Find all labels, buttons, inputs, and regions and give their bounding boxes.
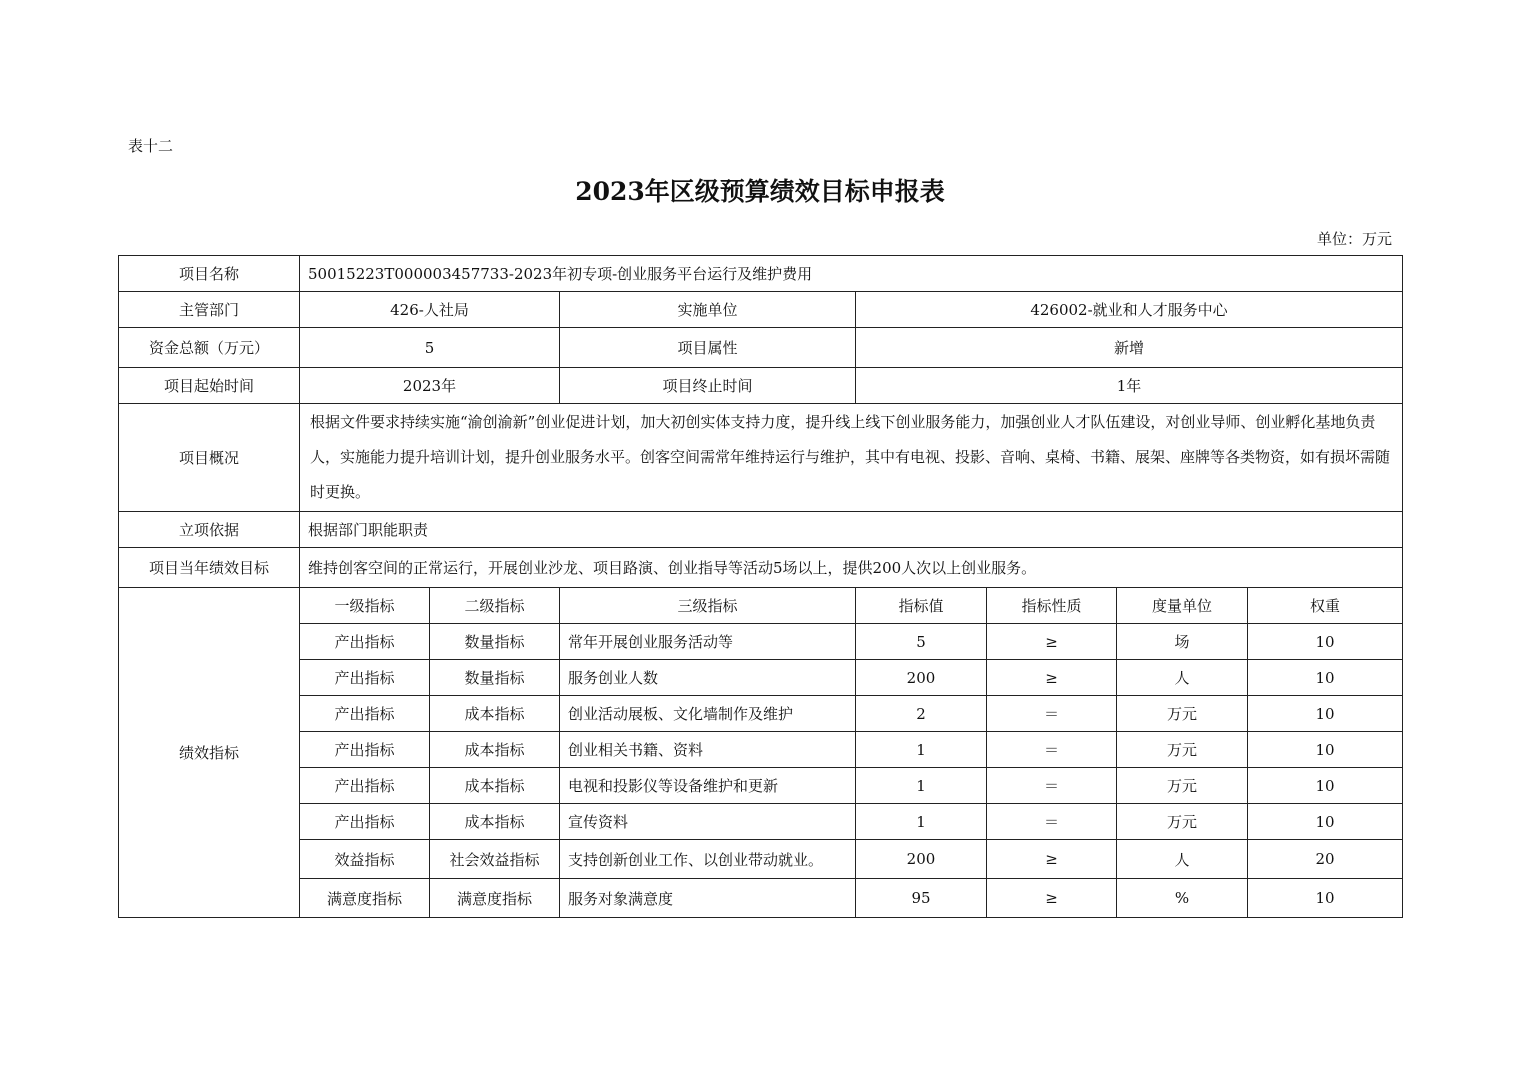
indicator-level3: 服务创业人数 [560, 660, 856, 696]
indicator-value: 200 [856, 840, 987, 879]
indicator-value: 2 [856, 696, 987, 732]
indicator-level3: 支持创新创业工作、以创业带动就业。 [560, 840, 856, 879]
indicator-nature: ＝ [987, 696, 1117, 732]
indicator-unit: % [1117, 879, 1248, 918]
impl-unit-label: 实施单位 [560, 292, 856, 328]
indicator-value: 1 [856, 732, 987, 768]
header-nature: 指标性质 [987, 588, 1117, 624]
indicator-row [119, 732, 1403, 768]
unit-note: 单位：万元 [1316, 230, 1392, 248]
header-level2: 二级指标 [430, 588, 560, 624]
indicator-weight: 10 [1248, 804, 1403, 840]
indicator-value: 1 [856, 804, 987, 840]
dept-label: 主管部门 [119, 292, 300, 328]
indicator-weight: 20 [1248, 840, 1403, 879]
dept-value: 426-人社局 [300, 292, 560, 328]
indicator-nature: ≥ [987, 840, 1117, 879]
project-name-label: 项目名称 [119, 256, 300, 292]
row-overview [119, 404, 1403, 512]
indicator-row [119, 879, 1403, 918]
indicator-level2: 满意度指标 [430, 879, 560, 918]
indicator-level2: 成本指标 [430, 804, 560, 840]
indicator-row [119, 840, 1403, 879]
indicator-value: 95 [856, 879, 987, 918]
indicator-level3: 宣传资料 [560, 804, 856, 840]
fund-value: 5 [300, 328, 560, 368]
indicator-level1: 产出指标 [300, 804, 430, 840]
header-value: 指标值 [856, 588, 987, 624]
indicator-nature: ≥ [987, 624, 1117, 660]
budget-performance-table [118, 255, 1403, 918]
indicator-weight: 10 [1248, 879, 1403, 918]
indicator-level2: 数量指标 [430, 660, 560, 696]
header-weight: 权重 [1248, 588, 1403, 624]
indicator-row [119, 696, 1403, 732]
impl-unit-value: 426002-就业和人才服务中心 [856, 292, 1403, 328]
indicator-level2: 成本指标 [430, 696, 560, 732]
indicator-unit: 人 [1117, 660, 1248, 696]
end-time-label: 项目终止时间 [560, 368, 856, 404]
indicator-level2: 社会效益指标 [430, 840, 560, 879]
page-title: 2023年区级预算绩效目标申报表 [575, 177, 945, 206]
indicator-unit: 万元 [1117, 696, 1248, 732]
indicator-nature: ≥ [987, 660, 1117, 696]
indicator-level3: 电视和投影仪等设备维护和更新 [560, 768, 856, 804]
start-time-label: 项目起始时间 [119, 368, 300, 404]
indicator-row [119, 768, 1403, 804]
goal-value: 维持创客空间的正常运行，开展创业沙龙、项目路演、创业指导等活动5场以上，提供200人次以上创业服务。 [300, 548, 1403, 588]
indicator-nature: ＝ [987, 804, 1117, 840]
fund-label: 资金总额（万元） [119, 328, 300, 368]
indicator-level1: 产出指标 [300, 768, 430, 804]
indicator-unit: 万元 [1117, 768, 1248, 804]
indicator-unit: 场 [1117, 624, 1248, 660]
overview-value: 根据文件要求持续实施“渝创渝新”创业促进计划，加大初创实体支持力度，提升线上线下创业服务能力，加强创业人才队伍建设，对创业导师、创业孵化基地负责人，实施能力提升培训计划，提升创业服务水平。创客空间需常年维持运行与维护，其中有电视、投影、音响、桌椅、书籍、展架、座牌等各类物资，如有损坏需随时更换。 [300, 404, 1403, 512]
table-number: 表十二 [128, 137, 174, 155]
indicator-level3: 常年开展创业服务活动等 [560, 624, 856, 660]
indicator-nature: ＝ [987, 732, 1117, 768]
indicator-level2: 成本指标 [430, 732, 560, 768]
indicator-level3: 服务对象满意度 [560, 879, 856, 918]
indicator-header-row [119, 588, 1403, 624]
indicator-weight: 10 [1248, 696, 1403, 732]
row-time [119, 368, 1403, 404]
header-unit: 度量单位 [1117, 588, 1248, 624]
indicator-level1: 满意度指标 [300, 879, 430, 918]
header-level1: 一级指标 [300, 588, 430, 624]
row-basis [119, 512, 1403, 548]
indicator-level2: 成本指标 [430, 768, 560, 804]
indicator-unit: 人 [1117, 840, 1248, 879]
indicator-level1: 产出指标 [300, 660, 430, 696]
row-fund [119, 328, 1403, 368]
indicator-level2: 数量指标 [430, 624, 560, 660]
indicator-row [119, 804, 1403, 840]
basis-value: 根据部门职能职责 [300, 512, 1403, 548]
end-time-value: 1年 [856, 368, 1403, 404]
indicator-nature: ＝ [987, 768, 1117, 804]
overview-label: 项目概况 [119, 404, 300, 512]
indicator-level1: 产出指标 [300, 696, 430, 732]
indicator-weight: 10 [1248, 660, 1403, 696]
row-project-name [119, 256, 1403, 292]
indicator-nature: ≥ [987, 879, 1117, 918]
indicator-level1: 产出指标 [300, 732, 430, 768]
header-level3: 三级指标 [560, 588, 856, 624]
indicator-unit: 万元 [1117, 732, 1248, 768]
indicator-level1: 效益指标 [300, 840, 430, 879]
goal-label: 项目当年绩效目标 [119, 548, 300, 588]
project-name-value: 50015223T000003457733-2023年初专项-创业服务平台运行及维护费用 [300, 256, 1403, 292]
indicator-row [119, 660, 1403, 696]
indicator-weight: 10 [1248, 732, 1403, 768]
row-department [119, 292, 1403, 328]
project-attr-label: 项目属性 [560, 328, 856, 368]
start-time-value: 2023年 [300, 368, 560, 404]
indicators-label: 绩效指标 [119, 588, 300, 918]
indicator-level3: 创业相关书籍、资料 [560, 732, 856, 768]
project-attr-value: 新增 [856, 328, 1403, 368]
indicator-unit: 万元 [1117, 804, 1248, 840]
indicator-value: 200 [856, 660, 987, 696]
indicator-value: 5 [856, 624, 987, 660]
basis-label: 立项依据 [119, 512, 300, 548]
indicator-weight: 10 [1248, 768, 1403, 804]
indicator-row [119, 624, 1403, 660]
indicator-level1: 产出指标 [300, 624, 430, 660]
indicator-level3: 创业活动展板、文化墙制作及维护 [560, 696, 856, 732]
indicator-weight: 10 [1248, 624, 1403, 660]
row-goal [119, 548, 1403, 588]
indicator-value: 1 [856, 768, 987, 804]
